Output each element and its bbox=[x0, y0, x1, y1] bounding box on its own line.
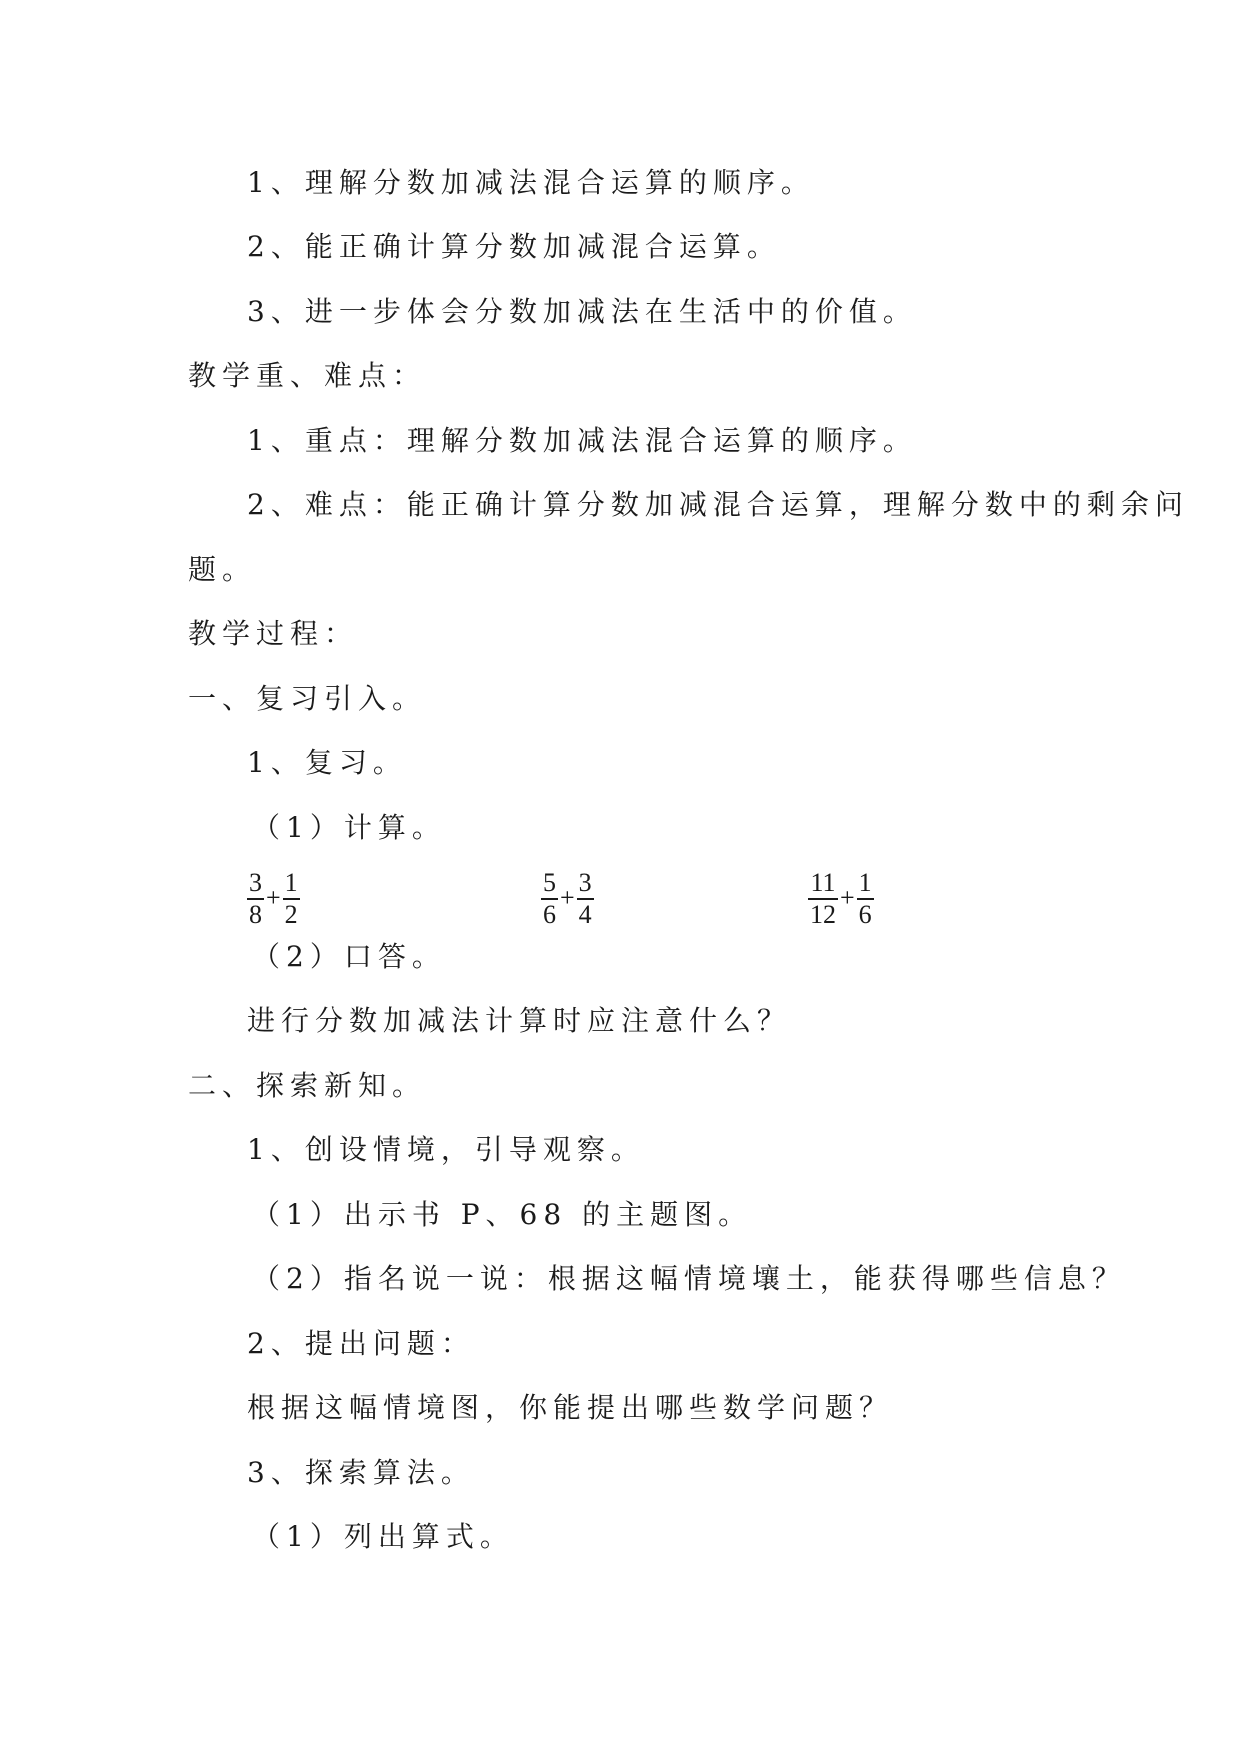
oral-question: 进行分数加减法计算时应注意什么？ bbox=[247, 1004, 792, 1037]
step-2-question: 根据这幅情境图，你能提出哪些数学问题？ bbox=[247, 1391, 894, 1424]
exercise-2 bbox=[541, 868, 594, 930]
step-3-heading: 3、探索算法。 bbox=[247, 1456, 475, 1489]
step-1-item-2: （2）指名说一说：根据这幅情境壤土，能获得哪些信息？ bbox=[252, 1262, 1126, 1295]
calculate-label: （1）计算。 bbox=[252, 811, 446, 844]
difficult-point: 2、难点：能正确计算分数加减混合运算，理解分数中的剩余问 bbox=[247, 488, 1189, 521]
fraction: $\frac{3}{8}$ bbox=[249, 868, 262, 929]
objective-3: 3、进一步体会分数加减法在生活中的价值。 bbox=[247, 295, 917, 328]
fraction: $\frac{1}{6}$ bbox=[858, 868, 872, 929]
plus-sign: + bbox=[560, 883, 575, 912]
part-2-heading: 二、探索新知。 bbox=[188, 1069, 427, 1102]
objective-2: 2、能正确计算分数加减混合运算。 bbox=[247, 230, 781, 263]
plus-sign: + bbox=[266, 883, 281, 912]
step-2-heading: 2、提出问题： bbox=[247, 1327, 475, 1360]
section-heading-process: 教学过程： bbox=[188, 617, 359, 650]
objective-1: 1、理解分数加减法混合运算的顺序。 bbox=[247, 166, 815, 199]
section-heading-key-points: 教学重、难点： bbox=[188, 359, 427, 392]
part-1-heading: 一、复习引入。 bbox=[188, 682, 427, 715]
difficult-point-continued: 题。 bbox=[188, 553, 257, 586]
oral-answer-label: （2）口答。 bbox=[252, 940, 446, 973]
step-1-heading: 1、创设情境，引导观察。 bbox=[247, 1133, 645, 1166]
key-point: 1、重点：理解分数加减法混合运算的顺序。 bbox=[247, 424, 917, 457]
plus-sign: + bbox=[840, 883, 855, 912]
exercise-1 bbox=[247, 868, 300, 930]
fraction: $\frac{1}{2}$ bbox=[284, 868, 298, 929]
exercise-3 bbox=[808, 868, 874, 930]
fraction: $\frac{5}{6}$ bbox=[543, 868, 556, 929]
fraction: $\frac{11}{12}$ bbox=[810, 868, 836, 929]
step-1-item-1: （1）出示书 P、68 的主题图。 bbox=[252, 1198, 753, 1231]
fraction: $\frac{3}{4}$ bbox=[578, 868, 592, 929]
step-3-item-1: （1）列出算式。 bbox=[252, 1520, 514, 1553]
review-heading: 1、复习。 bbox=[247, 746, 407, 779]
